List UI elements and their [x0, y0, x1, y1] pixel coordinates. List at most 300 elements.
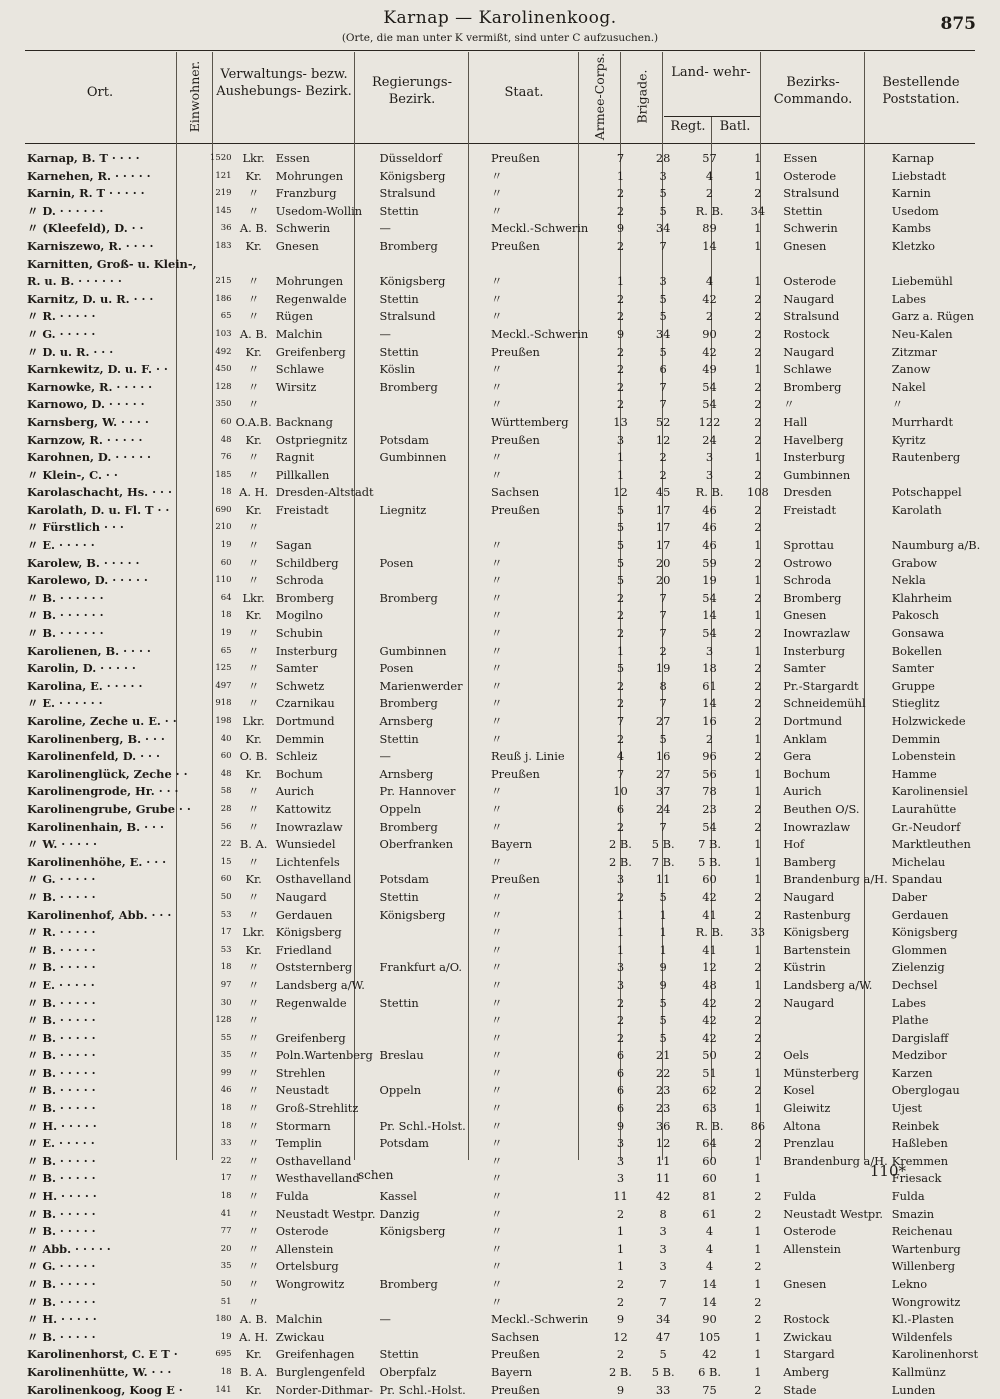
- cell-armee: 3: [616, 1153, 625, 1168]
- cell-brigade: 23: [655, 1101, 671, 1116]
- cell-verwaltung-art: 〃: [247, 520, 260, 535]
- cell-batl: 1: [754, 837, 762, 852]
- table-row: [25, 379, 1000, 397]
- cell-batl: 33: [750, 925, 766, 940]
- cell-batl: 2: [754, 1030, 762, 1045]
- cell-ort: Karolinenhof, Abb. · · ·: [27, 907, 172, 922]
- cell-brigade: 7: [659, 1277, 667, 1291]
- cell-batl: 2: [754, 590, 762, 605]
- cell-verwaltung-bezirk: Pillkallen: [275, 467, 330, 482]
- cell-batl: 2: [754, 414, 762, 429]
- cell-armee: 9: [616, 221, 625, 236]
- cell-armee: 2: [616, 397, 625, 412]
- cell-regierung: Potsdam: [379, 872, 429, 887]
- cell-ort: 〃 B. · · · · ·: [27, 1083, 96, 1098]
- cell-bezirks: Prenzlau: [783, 1136, 835, 1151]
- cell-regierung: [378, 256, 490, 274]
- cell-regierung: Bromberg: [379, 590, 438, 605]
- cell-batl: 2: [754, 907, 762, 922]
- cell-armee: 9: [616, 326, 625, 341]
- cell-bezirks: Pr.-Stargardt: [783, 678, 859, 693]
- cell-ort: Karnsberg, W. · · · ·: [27, 414, 149, 429]
- cell-brigade: 34: [655, 221, 671, 236]
- cell-post: 〃: [891, 397, 904, 412]
- table-row: [25, 924, 1000, 942]
- cell-einwohner: 30: [220, 997, 232, 1008]
- table-row: [25, 1364, 1000, 1382]
- cell-verwaltung-art: Lkr.: [242, 714, 265, 728]
- cell-ort: Karolaschacht, Hs. · · ·: [27, 485, 172, 500]
- cell-einwohner: 695: [215, 1349, 232, 1360]
- cell-regt: 75: [702, 1382, 717, 1397]
- cell-regt: 90: [702, 1312, 717, 1327]
- cell-batl: 2: [754, 1189, 762, 1204]
- cell-einwohner: 19: [220, 628, 232, 639]
- cell-post: Wildenfels: [891, 1329, 953, 1344]
- cell-verwaltung-bezirk: Gnesen: [275, 238, 319, 253]
- cell-post: Zanow: [891, 362, 931, 377]
- cell-post: Nakel: [891, 379, 926, 394]
- cell-staat: 〃: [491, 1101, 503, 1116]
- cell-regierung: [378, 1100, 490, 1118]
- cell-verwaltung-bezirk: Inowrazlaw: [275, 819, 343, 834]
- cell-verwaltung-art: 〃: [247, 889, 260, 904]
- cell-armee: 11: [613, 1189, 628, 1204]
- cell-verwaltung-bezirk: Wirsitz: [275, 379, 317, 394]
- cell-regierung: [378, 1258, 490, 1276]
- cell-staat: 〃: [491, 1171, 503, 1186]
- cell-einwohner: 19: [220, 1331, 232, 1342]
- cell-ort: Karolath, D. u. Fl. T · ·: [27, 502, 170, 517]
- cell-regt: 7 B.: [698, 837, 721, 852]
- cell-brigade: 12: [655, 1136, 671, 1151]
- cell-verwaltung-art: 〃: [247, 1153, 260, 1168]
- cell-brigade: 27: [655, 714, 671, 728]
- cell-batl: 1: [754, 573, 762, 588]
- cell-verwaltung-bezirk: Kattowitz: [275, 801, 331, 816]
- cell-batl: 1: [754, 1065, 762, 1080]
- cell-regt: 14: [702, 608, 717, 623]
- cell-einwohner: 18: [220, 1103, 232, 1114]
- cell-verwaltung-art: 〃: [247, 309, 260, 324]
- cell-einwohner: 18: [220, 487, 232, 498]
- table-row: [25, 607, 1000, 625]
- cell-staat: Meckl.-Schwerin: [491, 326, 589, 341]
- cell-brigade: 5: [659, 995, 667, 1010]
- cell-bezirks: Stralsund: [783, 186, 840, 201]
- cell-ort: Karolinenhöhe, E. · · ·: [27, 854, 167, 869]
- cell-bezirks: Bromberg: [783, 379, 842, 394]
- cell-bezirks: Naugard: [783, 995, 835, 1010]
- col-head-brigade-label: Brigade.: [634, 69, 650, 123]
- cell-staat: 〃: [491, 1136, 503, 1151]
- table-row: [25, 977, 1000, 995]
- cell-regt: 122: [698, 414, 721, 429]
- cell-bezirks: Aurich: [783, 784, 822, 799]
- table-row: [25, 344, 1000, 362]
- cell-einwohner: 77: [220, 1226, 232, 1237]
- cell-brigade: 7: [659, 1294, 667, 1309]
- cell-regierung: Düsseldorf: [379, 151, 442, 165]
- cell-regierung: Pr. Schl.-Holst.: [379, 1382, 466, 1397]
- cell-post: Smazin: [891, 1206, 935, 1221]
- cell-staat: 〃: [491, 1083, 503, 1098]
- cell-staat: Preußen: [491, 238, 540, 253]
- cell-brigade: 27: [655, 766, 671, 781]
- cell-post: Kyritz: [891, 432, 926, 447]
- cell-ort: Karolinenfeld, D. · · ·: [27, 749, 160, 764]
- cell-verwaltung-bezirk: Essen: [275, 151, 310, 165]
- cell-batl: 1: [754, 1224, 762, 1239]
- cell-verwaltung-bezirk: Schroda: [275, 573, 324, 588]
- cell-regt: 18: [702, 661, 717, 676]
- cell-verwaltung-art: Kr.: [245, 1347, 262, 1362]
- cell-verwaltung-bezirk: Templin: [275, 1136, 322, 1151]
- cell-batl: 2: [754, 397, 762, 412]
- cell-brigade: 37: [655, 784, 671, 799]
- cell-armee: 5: [616, 520, 625, 535]
- cell-einwohner: 35: [220, 1261, 232, 1272]
- cell-regierung: Pr. Hannover: [379, 784, 456, 799]
- cell-staat: Meckl.-Schwerin: [491, 1312, 589, 1327]
- cell-post: Garz a. Rügen: [891, 309, 974, 324]
- cell-staat: Sachsen: [491, 1329, 540, 1344]
- cell-einwohner: 121: [215, 170, 232, 181]
- cell-verwaltung-bezirk: [274, 519, 378, 537]
- cell-regt: 81: [702, 1189, 717, 1204]
- cell-regierung: Köslin: [379, 362, 416, 377]
- cell-einwohner: 22: [220, 839, 232, 850]
- cell-einwohner: 492: [215, 346, 232, 357]
- cell-verwaltung-bezirk: Schubin: [275, 626, 323, 641]
- cell-bezirks: Hall: [783, 414, 808, 429]
- cell-brigade: 8: [659, 1206, 667, 1221]
- page-title: Karnap — Karolinenkoog.: [383, 8, 617, 28]
- cell-bezirks: Havelberg: [783, 432, 844, 447]
- cell-einwohner: 35: [220, 1050, 232, 1061]
- cell-regierung: [378, 977, 490, 995]
- cell-verwaltung-art: O. B.: [239, 749, 268, 764]
- cell-verwaltung-bezirk: Usedom-Wollin: [275, 203, 363, 218]
- cell-staat: Sachsen: [491, 485, 540, 500]
- cell-regt: 60: [702, 872, 717, 887]
- cell-bezirks: 〃: [783, 397, 795, 412]
- cell-verwaltung-art: 〃: [247, 291, 260, 306]
- cell-verwaltung-bezirk: Osterode: [275, 1224, 329, 1239]
- cell-staat: 〃: [491, 309, 503, 324]
- cell-ort: 〃 (Kleefeld), D. · ·: [27, 221, 144, 236]
- cell-staat: 〃: [491, 626, 503, 641]
- cell-verwaltung-art: 〃: [247, 274, 260, 289]
- cell-batl: 1: [754, 977, 762, 992]
- table-row: [25, 590, 1000, 608]
- cell-armee: 10: [613, 784, 628, 799]
- cell-bezirks: Gnesen: [783, 238, 827, 253]
- cell-verwaltung-art: 〃: [247, 1083, 260, 1098]
- cell-regierung: [378, 484, 490, 502]
- cell-verwaltung-bezirk: Dortmund: [275, 714, 335, 728]
- cell-post: Karolinensiel: [891, 784, 968, 799]
- cell-verwaltung-bezirk: Czarnikau: [275, 696, 335, 711]
- cell-brigade: [642, 256, 685, 274]
- cell-einwohner: 103: [215, 328, 232, 339]
- cell-verwaltung-art: O.A.B.: [235, 414, 272, 429]
- cell-regt: 16: [702, 714, 717, 728]
- cell-einwohner: 18: [220, 1366, 232, 1377]
- cell-ort: 〃 B. · · · · ·: [27, 889, 96, 904]
- cell-brigade: 7 B.: [651, 854, 675, 869]
- cell-armee: 1: [616, 1241, 625, 1256]
- cell-batl: 1: [754, 274, 762, 289]
- cell-bezirks: Rastenburg: [783, 907, 851, 922]
- cell-post: Lunden: [891, 1382, 936, 1397]
- cell-regierung: Potsdam: [379, 1136, 429, 1151]
- cell-staat: 〃: [491, 397, 503, 412]
- cell-staat: Preußen: [491, 872, 540, 887]
- cell-regt: 12: [702, 960, 717, 975]
- cell-regierung: [378, 1153, 490, 1171]
- cell-bezirks: Dortmund: [783, 714, 843, 728]
- table-row: [25, 502, 1000, 520]
- cell-regierung: Pr. Schl.-Holst.: [379, 1118, 466, 1133]
- cell-armee: 7: [616, 766, 625, 781]
- cell-staat: Preußen: [491, 432, 540, 447]
- cell-armee: 5: [616, 661, 625, 676]
- cell-brigade: 2: [659, 450, 667, 465]
- cell-bezirks: Stade: [783, 1382, 817, 1397]
- cell-batl: 2: [754, 432, 762, 447]
- table-row: [25, 308, 1000, 326]
- cell-brigade: 6: [659, 362, 667, 377]
- table-row: [25, 273, 1000, 291]
- cell-einwohner: 690: [215, 504, 232, 515]
- cell-verwaltung-bezirk: Osthavelland: [275, 1153, 352, 1168]
- cell-regierung: [378, 625, 490, 643]
- cell-brigade: 5: [659, 344, 667, 359]
- cell-brigade: 22: [655, 1065, 671, 1080]
- cell-verwaltung-art: Kr.: [245, 942, 262, 957]
- cell-brigade: 2: [659, 467, 667, 482]
- cell-regt: 42: [702, 995, 717, 1010]
- cell-verwaltung-art: 〃: [247, 450, 260, 465]
- cell-verwaltung-art: 〃: [247, 678, 260, 693]
- cell-brigade: 21: [655, 1048, 671, 1063]
- cell-verwaltung-art: Kr.: [245, 168, 262, 183]
- cell-post: Karnap: [891, 151, 934, 165]
- cell-brigade: 5: [659, 203, 667, 218]
- cell-regt: 90: [702, 326, 717, 341]
- cell-staat: 〃: [491, 661, 503, 676]
- cell-einwohner: 41: [220, 1208, 232, 1219]
- cell-armee: 2: [616, 362, 625, 377]
- cell-ort: Karolin, D. · · · · ·: [27, 661, 136, 676]
- cell-regierung: Kassel: [379, 1189, 417, 1204]
- cell-staat: 〃: [491, 203, 503, 218]
- col-head-batl: Batl.: [719, 119, 751, 134]
- cell-batl: 1: [754, 151, 762, 165]
- cell-verwaltung-art: Lkr.: [242, 590, 265, 605]
- cell-verwaltung-art: A. B.: [239, 221, 268, 236]
- cell-regt: 3: [705, 643, 714, 658]
- cell-staat: 〃: [491, 608, 503, 623]
- cell-einwohner: 141: [215, 1384, 232, 1395]
- cell-regierung: Oberfranken: [379, 837, 454, 852]
- cell-bezirks: Bamberg: [783, 854, 836, 869]
- cell-brigade: 5: [659, 309, 667, 324]
- cell-verwaltung-art: 〃: [247, 555, 260, 570]
- cell-armee: 2: [616, 186, 625, 201]
- cell-regierung: Stettin: [379, 889, 419, 904]
- cell-bezirks: [781, 256, 889, 274]
- cell-batl: 2: [754, 1048, 762, 1063]
- cell-verwaltung-art: A. H.: [239, 485, 269, 500]
- cell-post: Zitzmar: [891, 344, 937, 359]
- cell-regierung: Königsberg: [379, 907, 446, 922]
- cell-brigade: 7: [659, 379, 667, 394]
- cell-einwohner: 215: [215, 276, 232, 287]
- cell-regt: 64: [702, 1136, 717, 1151]
- cell-verwaltung-bezirk: Ragnit: [275, 450, 315, 465]
- cell-verwaltung-bezirk: Dresden-Altstadt: [275, 485, 374, 500]
- cell-verwaltung-bezirk: Groß-Strehlitz: [275, 1101, 359, 1116]
- cell-batl: 1: [754, 766, 762, 781]
- cell-regt: 5 B.: [698, 854, 721, 869]
- cell-regierung: [378, 572, 490, 590]
- cell-post: Gruppe: [891, 678, 935, 693]
- cell-bezirks: Anklam: [783, 731, 827, 746]
- cell-verwaltung-bezirk: Samter: [275, 661, 318, 676]
- cell-staat: 〃: [491, 819, 503, 834]
- cell-regt: 6 B.: [698, 1364, 721, 1379]
- cell-ort: Karolinengrode, Hr. · · ·: [27, 784, 179, 799]
- table-row: [25, 836, 1000, 854]
- cell-bezirks: Kosel: [783, 1083, 815, 1098]
- cell-bezirks: Schroda: [783, 573, 832, 588]
- cell-batl: 1: [754, 238, 762, 253]
- table-row: [25, 1012, 1000, 1030]
- cell-ort: 〃 B. · · · · ·: [27, 1206, 96, 1221]
- cell-regt: 4: [705, 1224, 714, 1239]
- table-row: [25, 467, 1000, 485]
- cell-regierung: Königsberg: [379, 274, 446, 289]
- cell-regt: 41: [702, 942, 717, 957]
- col-head-einwohner-label: Einwohner.: [187, 60, 203, 132]
- cell-armee: 2: [616, 203, 625, 218]
- cell-verwaltung-bezirk: Greifenberg: [275, 1030, 346, 1045]
- cell-bezirks: [781, 1012, 889, 1030]
- cell-armee: 2: [616, 608, 625, 623]
- cell-bezirks: Osterode: [783, 1224, 837, 1239]
- cell-staat: 〃: [491, 696, 503, 711]
- cell-ort: 〃 H. · · · · ·: [27, 1189, 97, 1204]
- cell-brigade: 36: [655, 1118, 671, 1133]
- cell-bezirks: Stralsund: [783, 309, 840, 324]
- cell-bezirks: [781, 1030, 889, 1048]
- cell-batl: 2: [754, 467, 762, 482]
- table-row: [25, 1276, 1000, 1294]
- cell-bezirks: Ostrowo: [783, 555, 832, 570]
- cell-einwohner: 17: [220, 1173, 232, 1184]
- table-row: [25, 625, 1000, 643]
- cell-verwaltung-bezirk: Bromberg: [275, 590, 334, 605]
- cell-post: Kl.-Plasten: [891, 1312, 954, 1327]
- cell-einwohner: 18: [220, 962, 232, 973]
- cell-batl: 2: [754, 344, 762, 359]
- cell-brigade: 5 B.: [651, 837, 675, 852]
- cell-batl: 1: [754, 1277, 762, 1291]
- cell-regierung: Bromberg: [379, 1277, 438, 1291]
- cell-staat: 〃: [491, 450, 503, 465]
- cell-ort: 〃 B. · · · · · ·: [27, 590, 104, 605]
- cell-post: Samter: [891, 661, 934, 676]
- cell-regt: 54: [702, 819, 717, 834]
- table-row: [25, 185, 1000, 203]
- signature-mark: 110*: [869, 1162, 906, 1180]
- cell-armee: 2: [616, 1030, 625, 1045]
- cell-armee: 2: [616, 819, 625, 834]
- cell-brigade: 9: [659, 960, 667, 975]
- cell-einwohner: 20: [220, 1243, 232, 1254]
- cell-ort: 〃 B. · · · · ·: [27, 995, 96, 1010]
- cell-armee: 2: [616, 1347, 625, 1362]
- cell-post: Glommen: [891, 942, 947, 957]
- cell-post: Fulda: [891, 1189, 925, 1204]
- cell-armee: 1: [616, 907, 625, 922]
- cell-armee: 2: [616, 731, 625, 746]
- cell-brigade: 1: [659, 925, 667, 940]
- cell-verwaltung-art: 〃: [247, 1013, 260, 1028]
- cell-staat: 〃: [491, 1030, 503, 1045]
- cell-brigade: 1: [659, 907, 667, 922]
- cell-einwohner: 210: [215, 522, 232, 533]
- cell-regierung: Oppeln: [379, 1083, 422, 1098]
- cell-regierung: Stettin: [379, 731, 419, 746]
- table-row: [25, 203, 1000, 221]
- header-bottom-rule: [25, 143, 975, 144]
- cell-staat: Preußen: [491, 502, 540, 517]
- cell-regierung: —: [379, 749, 391, 764]
- cell-regt: 3: [705, 467, 714, 482]
- cell-einwohner: 64: [220, 592, 232, 603]
- cell-bezirks: Münsterberg: [783, 1065, 859, 1080]
- cell-post: Pakosch: [891, 608, 939, 623]
- cell-post: Liebemühl: [891, 274, 953, 289]
- cell-batl: 1: [754, 1101, 762, 1116]
- table-row: [25, 959, 1000, 977]
- cell-armee: 2: [616, 1206, 625, 1221]
- col-head-ort: Ort.: [86, 85, 114, 100]
- cell-einwohner: 19: [220, 540, 232, 551]
- cell-batl: 2: [754, 1206, 762, 1221]
- cell-regt: 62: [702, 1083, 717, 1098]
- cell-regt: 3: [705, 450, 714, 465]
- cell-ort: Karolinengrube, Grube · ·: [27, 801, 191, 816]
- cell-verwaltung-art: 〃: [247, 1277, 260, 1291]
- cell-ort: 〃 B. · · · · ·: [27, 1294, 96, 1309]
- table-row: [25, 414, 1000, 432]
- cell-brigade: 7: [659, 608, 667, 623]
- cell-batl: 1: [754, 854, 762, 869]
- cell-ort: Karolinenglück, Zeche · ·: [27, 766, 188, 781]
- table-row: [25, 519, 1000, 537]
- cell-armee: 1: [616, 450, 625, 465]
- table-row: [25, 168, 1000, 186]
- cell-ort: 〃 Klein-, C. · ·: [27, 467, 118, 482]
- cell-staat: Preußen: [491, 1382, 540, 1397]
- cell-verwaltung-art: 〃: [247, 1048, 260, 1063]
- cell-post: Gerdauen: [891, 907, 949, 922]
- cell-bezirks: Stettin: [783, 203, 823, 218]
